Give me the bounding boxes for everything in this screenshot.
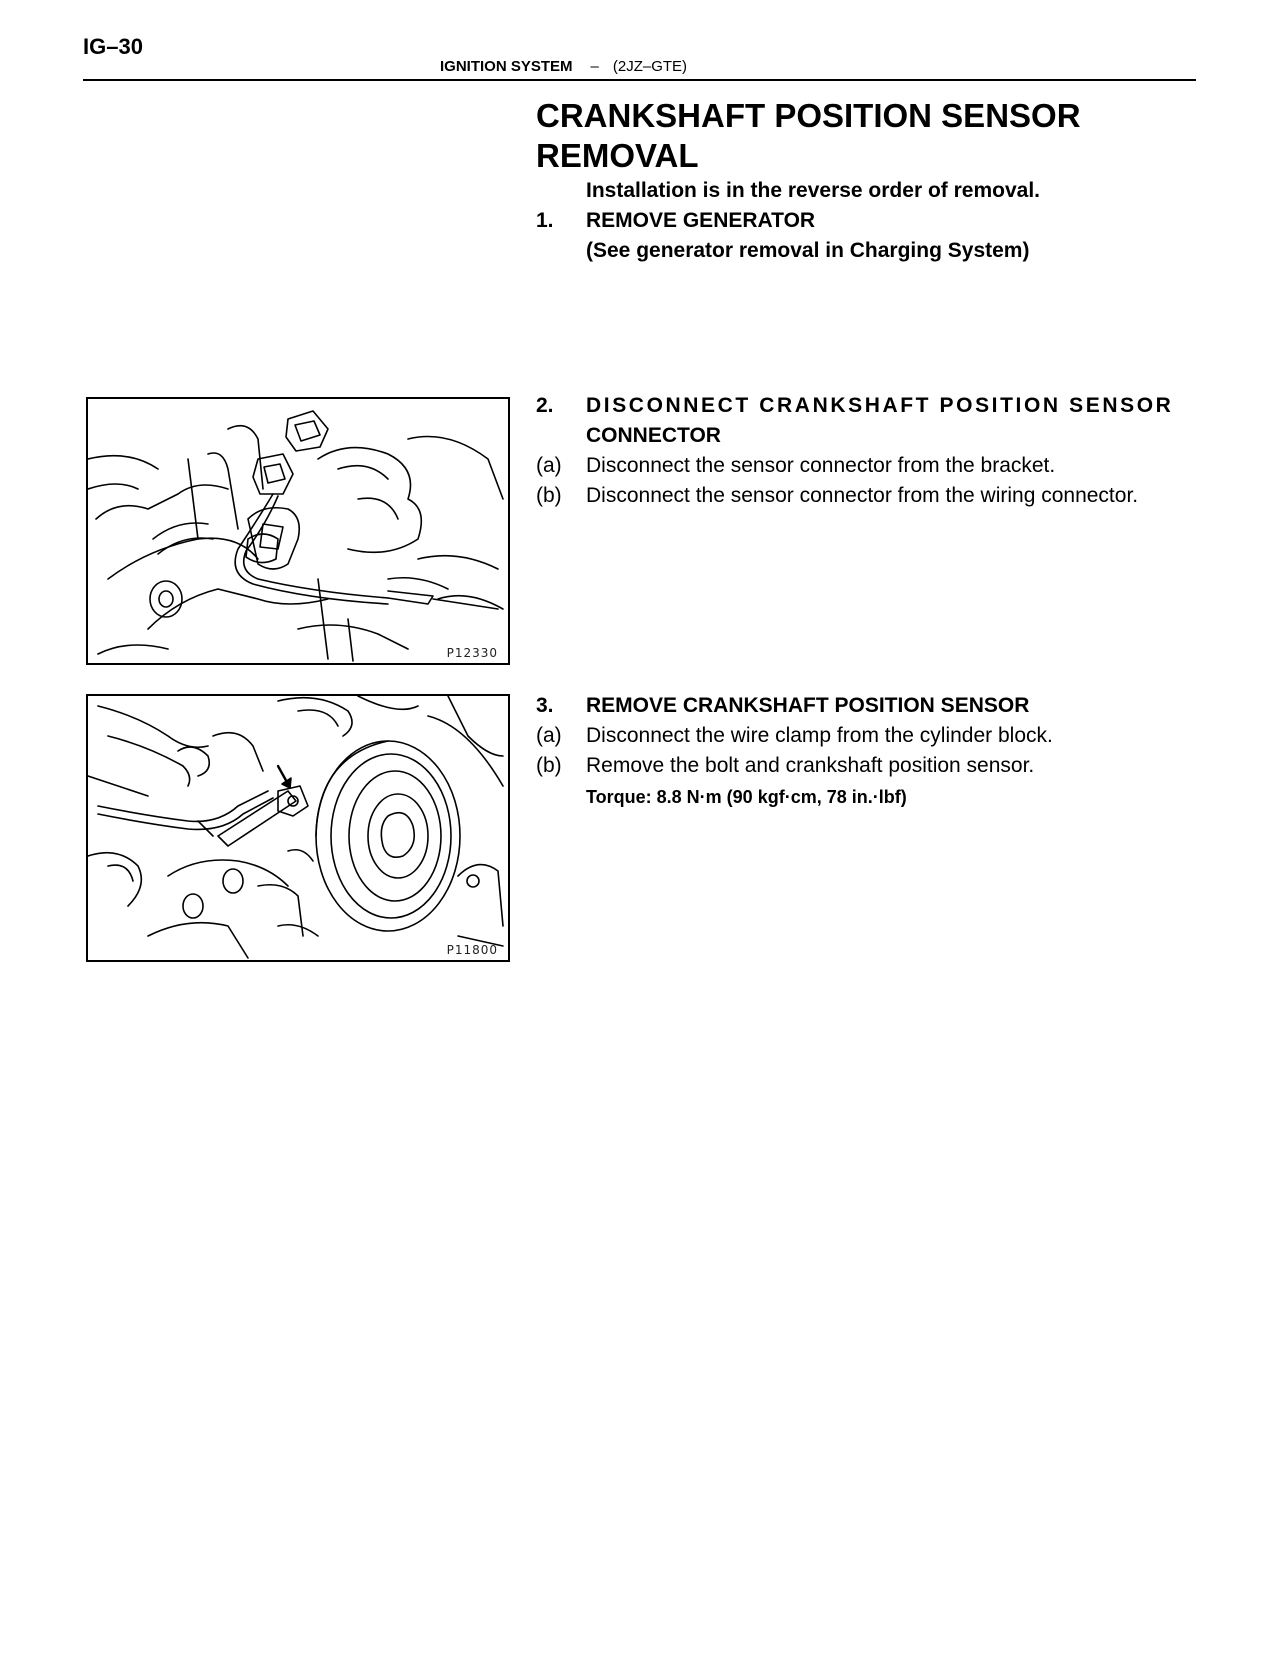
step-2-heading-line-1: DISCONNECT CRANKSHAFT POSITION SENSOR (586, 394, 1174, 417)
figure-sensor-connector (86, 397, 510, 665)
step-1-number: 1. (536, 209, 554, 232)
removal-illustration (88, 696, 508, 960)
page-number: IG–30 (83, 34, 143, 59)
step-2a-text: Disconnect the sensor connector from the bracket. (586, 454, 1056, 477)
step-3a-text: Disconnect the wire clamp from the cylinder block. (586, 724, 1053, 747)
step-1-heading: REMOVE GENERATOR (586, 209, 816, 232)
header-rule (83, 79, 1196, 81)
step-2b-text: Disconnect the sensor connector from the wiring connector. (586, 484, 1139, 507)
figure-1-code: P12330 (446, 646, 498, 660)
step-3-heading: REMOVE CRANKSHAFT POSITION SENSOR (586, 694, 1030, 717)
step-1-note: (See generator removal in Charging System) (586, 239, 1030, 262)
step-3b-label: (b) (536, 754, 562, 777)
step-2-heading-line-2: CONNECTOR (586, 424, 721, 447)
title-line-1: CRANKSHAFT POSITION SENSOR (536, 97, 1081, 134)
intro-text: Installation is in the reverse order of removal. (586, 179, 1040, 202)
connector-illustration (88, 399, 508, 663)
title-line-2: REMOVAL (536, 137, 699, 174)
figure-sensor-removal (86, 694, 510, 962)
running-header (440, 58, 687, 75)
step-2-number: 2. (536, 394, 554, 417)
figure-2-code: P11800 (446, 943, 498, 957)
page-title (536, 96, 1156, 176)
step-2a-label: (a) (536, 454, 562, 477)
step-3-number: 3. (536, 694, 554, 717)
step-3b-text: Remove the bolt and crankshaft position sensor. (586, 754, 1035, 777)
step-2b-label: (b) (536, 484, 562, 507)
torque-spec: Torque: 8.8 N·m (90 kgf·cm, 78 in.·lbf) (586, 787, 907, 807)
section-name: IGNITION SYSTEM (440, 58, 573, 75)
step-3a-label: (a) (536, 724, 562, 747)
engine-code: (2JZ–GTE) (612, 58, 688, 75)
header-separator: – (590, 58, 599, 75)
